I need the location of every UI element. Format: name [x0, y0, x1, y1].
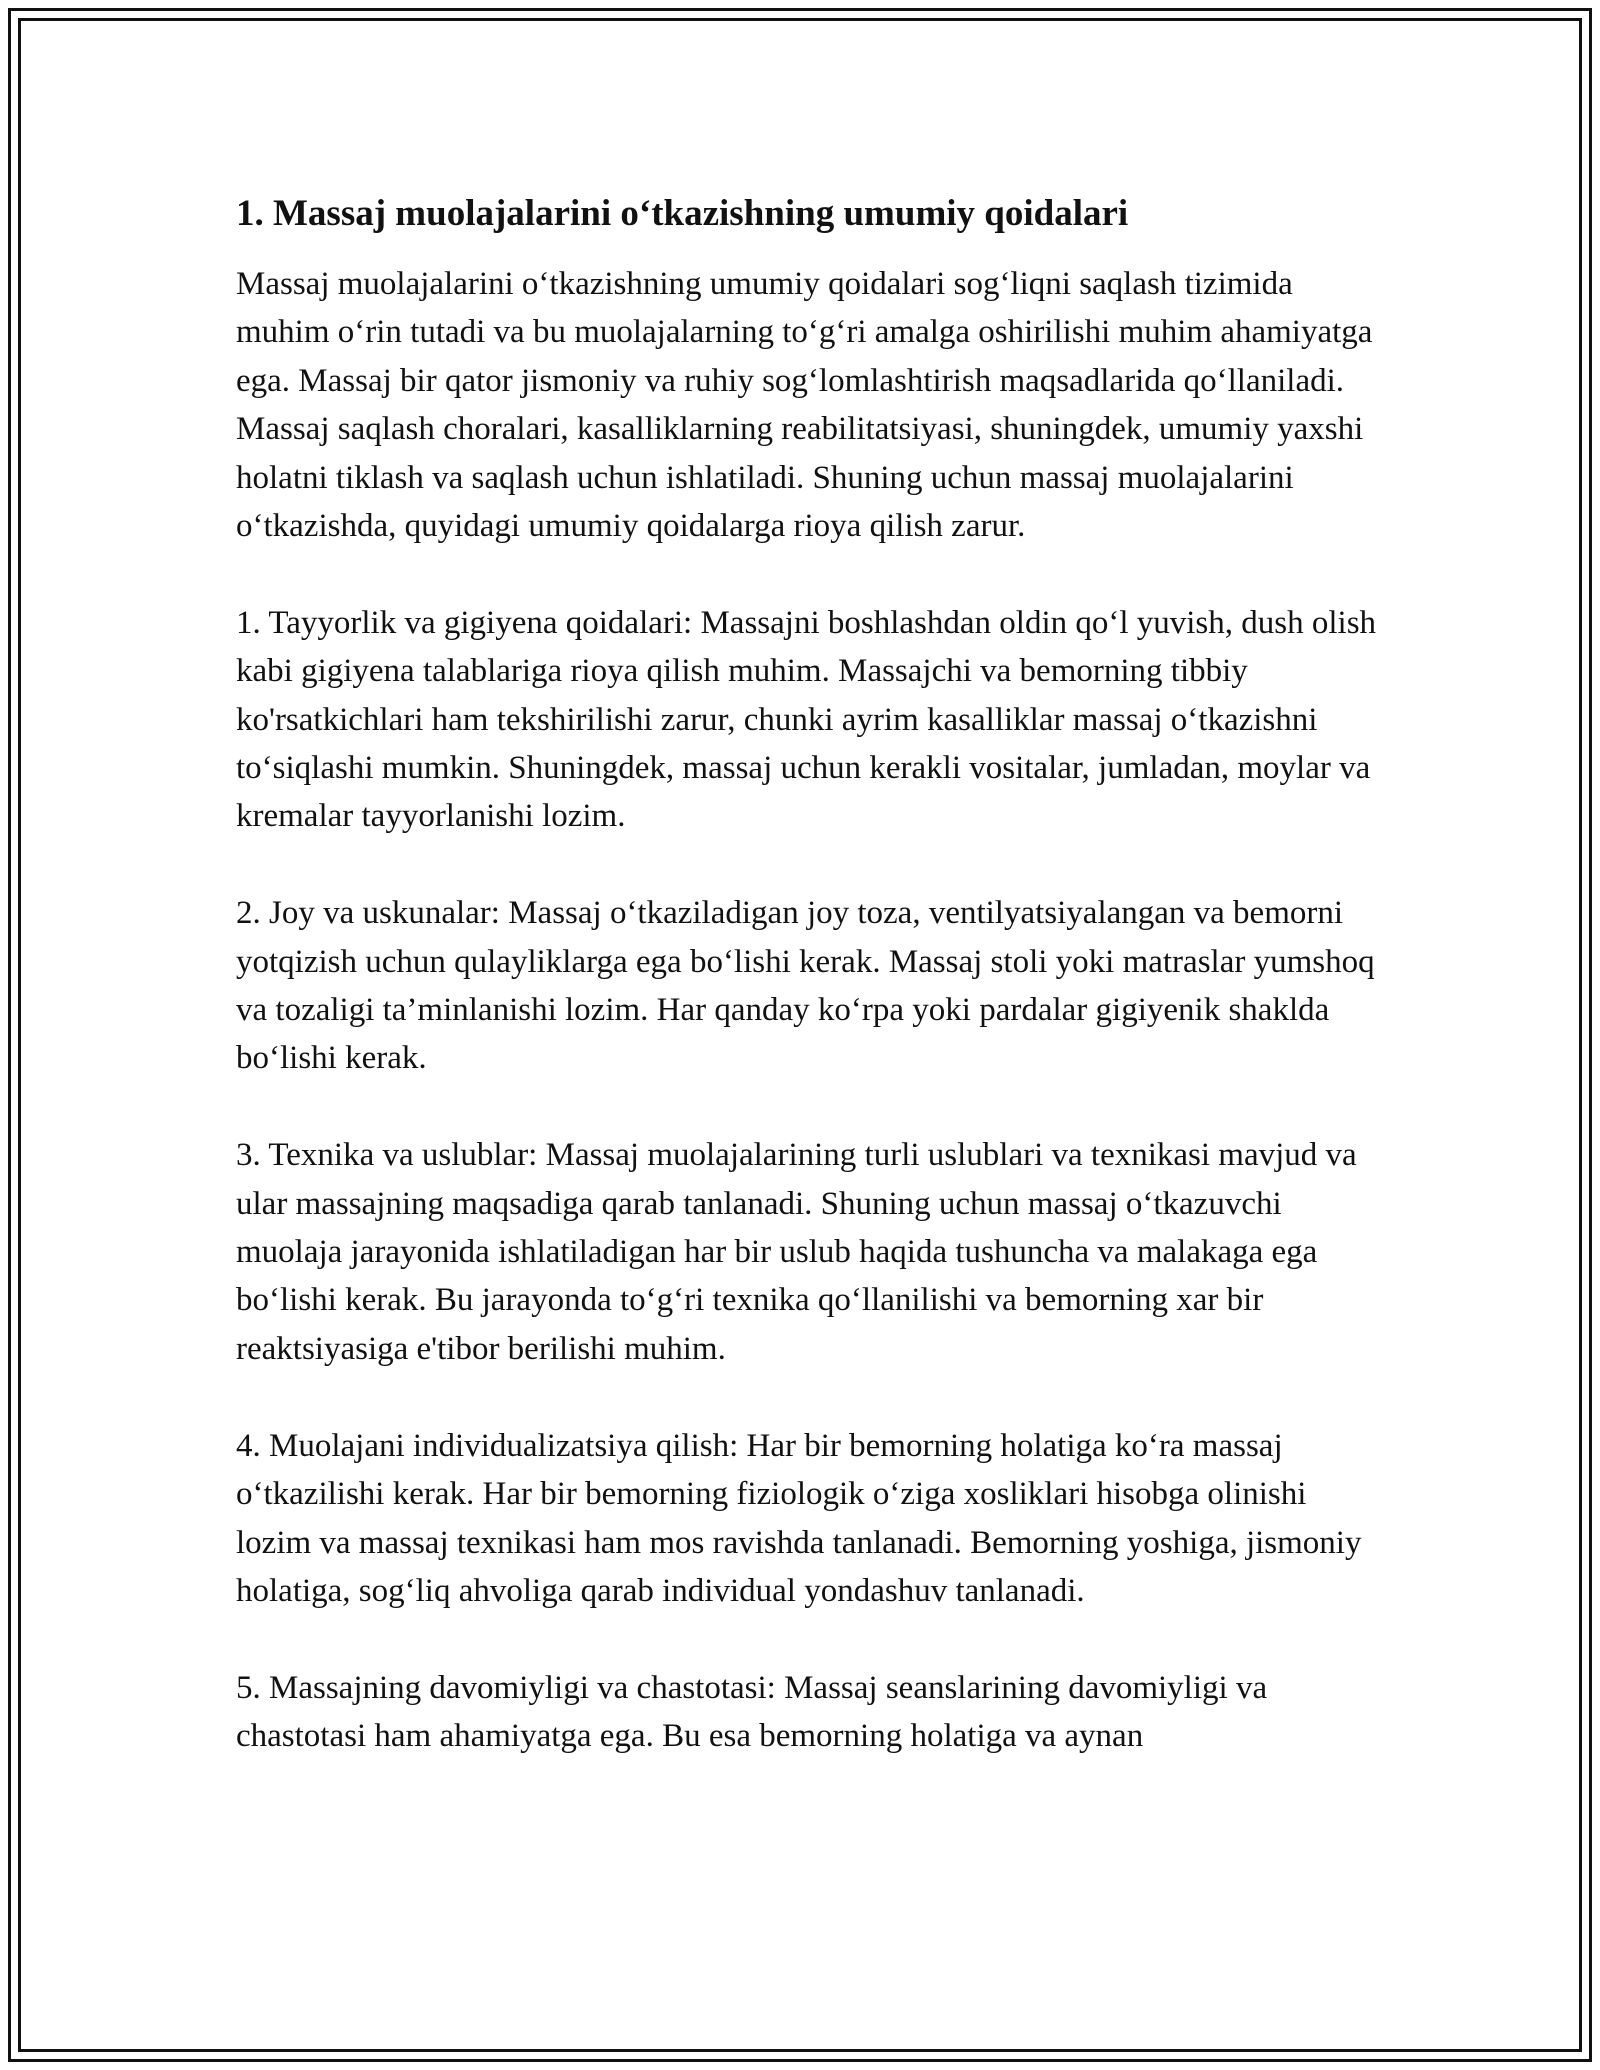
rule-1-paragraph: 1. Tayyorlik va gigiyena qoidalari: Massajni boshlashdan oldin qo‘l yuvish, dush olish kabi gigiyena talablariga rioya qilish muhim. Massajchi va bemorning tibbiy ko'rsatkichlari ham tekshirilishi zarur, chunki ayrim kasalliklar massaj o‘tkazishni to‘siqlashi mumkin. Shuningdek, massaj uchun kerakli vositalar, jumladan, moylar va kremalar tayyorlanishi lozim. — [236, 604, 1377, 835]
rule-3-paragraph: 3. Texnika va uslublar: Massaj muolajalarining turli uslublari va texnikasi mavjud va ular massajning maqsadiga qarab tanlanadi. Shuning uchun massaj o‘tkazuvchi muolaja jarayonida ishlatiladigan har bir uslub haqida tushuncha va malakaga ega bo‘lishi kerak. Bu jarayonda to‘g‘ri texnika qo‘llanilishi va bemorning xar bir reaktsiyasiga e'tibor berilishi muhim. — [236, 1137, 1357, 1367]
intro-paragraph: Massaj muolajalarini o‘tkazishning umumiy qoidalari sog‘liqni saqlash tizimida muhim o‘rin tutadi va bu muolajalarning to‘g‘ri amalga oshirilishi muhim ahamiyatga ega. Massaj bir qator jismoniy va ruhiy sog‘lomlashtirish maqsadlarida qo‘llaniladi. Massaj saqlash choralari, kasalliklarning reabilitatsiyasi, shuningdek, umumiy yaxshi holatni tiklash va saqlash uchun ishlatiladi. Shuning uchun massaj muolajalarini o‘tkazishda, quyidagi umumiy qoidalarga rioya qilish zarur. — [236, 266, 1373, 545]
rule-2-paragraph: 2. Joy va uskunalar: Massaj o‘tkaziladigan joy toza, ventilyatsiyalangan va bemorni yotqizish uchun qulayliklarga ega bo‘lishi kerak. Massaj stoli yoki matraslar yumshoq va tozaligi ta’minlanishi lozim. Har qanday ko‘rpa yoki pardalar gigiyenik shaklda bo‘lishi kerak. — [236, 895, 1375, 1077]
rule-5-paragraph: 5. Massajning davomiyligi va chastotasi: Massaj seanslarining davomiyligi va chastotasi ham ahamiyatga ega. Bu esa bemorning holatiga va aynan — [236, 1669, 1268, 1755]
document-body — [236, 190, 1386, 1761]
section-heading: 1. Massaj muolajalarini o‘tkazishning umumiy qoidalari — [236, 193, 1129, 234]
rule-4-paragraph: 4. Muolajani individualizatsiya qilish: Har bir bemorning holatiga ko‘ra massaj o‘tkazilishi kerak. Har bir bemorning fiziologik o‘ziga xosliklari hisobga olinishi lozim va massaj texnikasi ham mos ravishda tanlanadi. Bemorning yoshiga, jismoniy holatiga, sog‘liq ahvoliga qarab individual yondashuv tanlanadi. — [236, 1427, 1362, 1609]
